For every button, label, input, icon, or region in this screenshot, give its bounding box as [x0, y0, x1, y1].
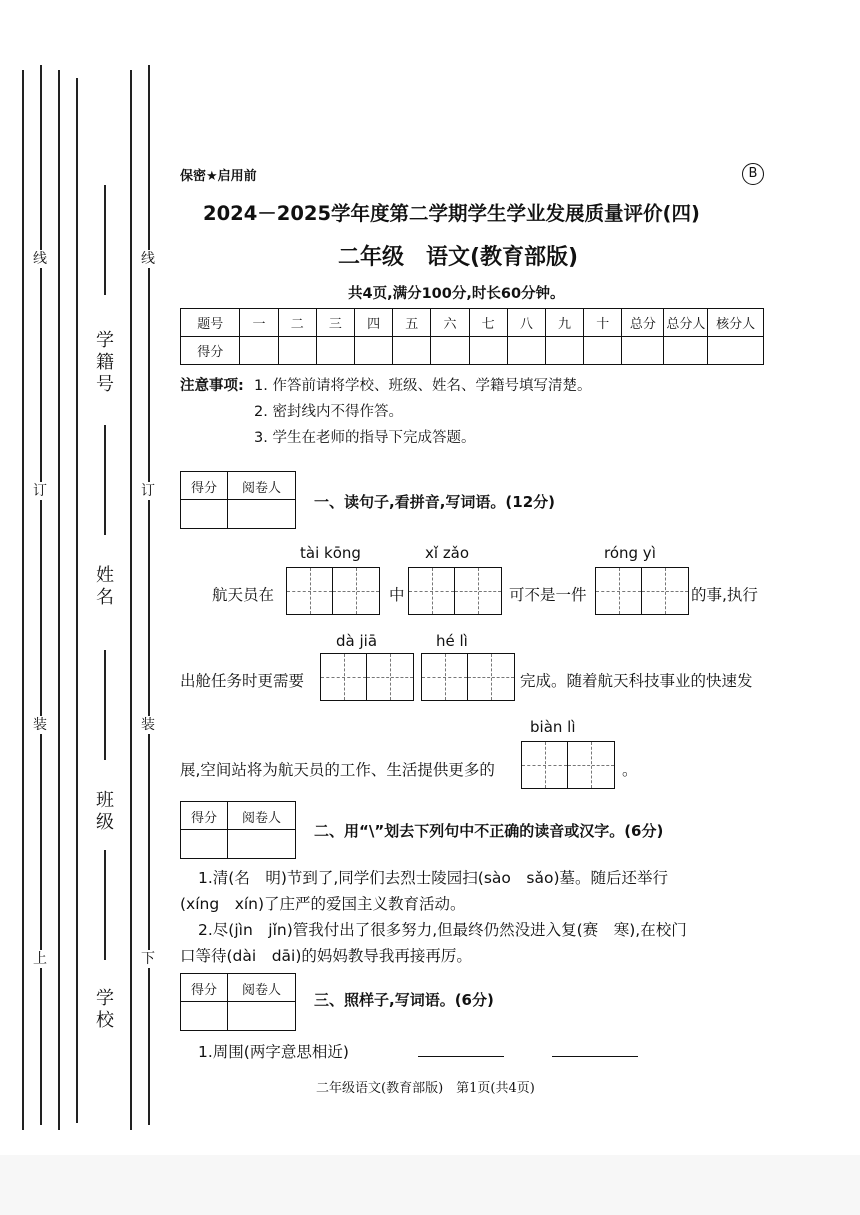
margin-line — [22, 70, 24, 1130]
score-input-cell[interactable] — [393, 337, 431, 365]
question-text: (xíng xín)了庄严的爱国主义教育活动。 — [180, 895, 466, 913]
pinyin: hé lì — [436, 632, 468, 650]
score-input-cell[interactable] — [469, 337, 507, 365]
sentence-text: 出舱任务时更需要 — [180, 672, 305, 690]
score-table-cell: 五 — [393, 309, 431, 337]
score-table-cell: 得分 — [181, 337, 240, 365]
score-input-cell[interactable] — [545, 337, 583, 365]
score-input-cell[interactable] — [622, 337, 664, 365]
score-input-cell[interactable] — [431, 337, 469, 365]
score-input-cell[interactable] — [584, 337, 622, 365]
pinyin: tài kōng — [300, 544, 361, 562]
seal-mark: 订 — [33, 483, 47, 499]
field-blank[interactable] — [104, 650, 106, 760]
score-input-cell[interactable] — [278, 337, 316, 365]
scorer-reviewer-label: 阅卷人 — [241, 811, 281, 826]
scorer-score-label: 得分 — [190, 983, 217, 998]
score-table-cell: 三 — [316, 309, 354, 337]
writing-grid-bianli[interactable] — [521, 741, 615, 789]
writing-grid-xizao[interactable] — [408, 567, 502, 615]
pinyin: xǐ zǎo — [425, 544, 470, 562]
score-input-cell[interactable] — [355, 337, 393, 365]
field-blank[interactable] — [104, 850, 106, 960]
field-name-label: 姓名 — [93, 565, 114, 609]
sentence-text: 航天员在 — [212, 586, 275, 604]
scorer-box — [180, 973, 296, 1031]
scorer-box — [180, 471, 296, 529]
version-badge: B — [742, 163, 764, 185]
section2-title: 二、用“\”划去下列句中不正确的读音或汉字。(6分) — [314, 822, 664, 840]
sentence-text: 完成。随着航天科技事业的快速发 — [520, 672, 753, 690]
seal-mark: 线 — [141, 251, 155, 267]
answer-blank[interactable] — [418, 1055, 504, 1057]
seal-mark: 下 — [141, 951, 155, 967]
field-school-label: 学校 — [93, 988, 114, 1032]
notes-item: 3. 学生在老师的指导下完成答题。 — [254, 430, 476, 446]
sentence-text: 。 — [622, 761, 638, 779]
exam-subtitle: 二年级 语文(教育部版) — [338, 245, 579, 270]
score-input-cell[interactable] — [316, 337, 354, 365]
question-text: 1.周围(两字意思相近) — [198, 1043, 349, 1061]
sentence-text: 的事,执行 — [691, 586, 758, 604]
score-table-cell: 总分 — [622, 309, 664, 337]
scorer-score-label: 得分 — [190, 811, 217, 826]
score-table-cell: 一 — [240, 309, 278, 337]
page-edge — [0, 1155, 860, 1215]
writing-grid-rongyi[interactable] — [595, 567, 689, 615]
score-table-cell: 核分人 — [708, 309, 764, 337]
scorer-reviewer-label: 阅卷人 — [241, 983, 281, 998]
score-input-cell[interactable] — [240, 337, 278, 365]
exam-info: 共4页,满分100分,时长60分钟。 — [348, 286, 565, 302]
seal-mark: 订 — [141, 483, 155, 499]
field-blank[interactable] — [104, 425, 106, 535]
score-table-cell: 二 — [278, 309, 316, 337]
margin-line — [130, 70, 132, 1130]
writing-grid-taikong[interactable] — [286, 567, 380, 615]
score-input-cell[interactable] — [507, 337, 545, 365]
seal-mark: 装 — [141, 717, 155, 733]
score-table-cell: 九 — [545, 309, 583, 337]
notes-label: 注意事项: — [180, 378, 244, 394]
scorer-box — [180, 801, 296, 859]
score-input-cell[interactable] — [708, 337, 764, 365]
seal-mark: 上 — [33, 951, 47, 967]
sentence-text: 可不是一件 — [509, 586, 587, 604]
exam-title: 2024－2025学年度第二学期学生学业发展质量评价(四) — [203, 202, 700, 225]
field-blank[interactable] — [104, 185, 106, 295]
seal-mark: 装 — [33, 717, 47, 733]
score-input-cell[interactable] — [664, 337, 708, 365]
pinyin: róng yì — [604, 544, 656, 562]
score-table-cell: 六 — [431, 309, 469, 337]
sentence-text: 中 — [389, 586, 405, 604]
score-table-header-row — [181, 309, 764, 337]
scorer-reviewer-label: 阅卷人 — [241, 481, 281, 496]
score-table-cell: 四 — [355, 309, 393, 337]
score-table-cell: 总分人 — [664, 309, 708, 337]
sentence-text: 展,空间站将为航天员的工作、生活提供更多的 — [180, 761, 495, 779]
score-table — [180, 308, 764, 365]
pinyin: dà jiā — [336, 632, 378, 650]
question-text: 2.尽(jìn jǐn)管我付出了很多努力,但最终仍然没进入复(赛 寒),在校门 — [198, 921, 687, 939]
field-student-id-label: 学籍号 — [93, 330, 114, 396]
seal-mark: 线 — [33, 251, 47, 267]
score-table-cell: 七 — [469, 309, 507, 337]
pinyin: biàn lì — [530, 718, 576, 736]
answer-blank[interactable] — [552, 1055, 638, 1057]
section1-title: 一、读句子,看拼音,写词语。(12分) — [314, 493, 555, 511]
score-table-cell: 题号 — [181, 309, 240, 337]
margin-line — [58, 70, 60, 1130]
writing-grid-dajia[interactable] — [320, 653, 414, 701]
question-text: 1.清(名 明)节到了,同学们去烈士陵园扫(sào sǎo)墓。随后还举行 — [198, 869, 669, 887]
score-table-cell: 八 — [507, 309, 545, 337]
question-text: 口等待(dài dāi)的妈妈教导我再接再厉。 — [180, 947, 472, 965]
score-table-cell: 十 — [584, 309, 622, 337]
score-table-score-row — [181, 337, 764, 365]
secret-label: 保密★启用前 — [180, 169, 257, 184]
section3-title: 三、照样子,写词语。(6分) — [314, 991, 494, 1009]
margin-line — [76, 78, 78, 1123]
page-footer: 二年级语文(教育部版) 第1页(共4页) — [316, 1081, 535, 1096]
notes-item: 2. 密封线内不得作答。 — [254, 404, 403, 420]
field-class-label: 班级 — [93, 790, 114, 834]
notes-item: 1. 作答前请将学校、班级、姓名、学籍号填写清楚。 — [254, 378, 592, 394]
scorer-score-label: 得分 — [190, 481, 217, 496]
writing-grid-heli[interactable] — [421, 653, 515, 701]
